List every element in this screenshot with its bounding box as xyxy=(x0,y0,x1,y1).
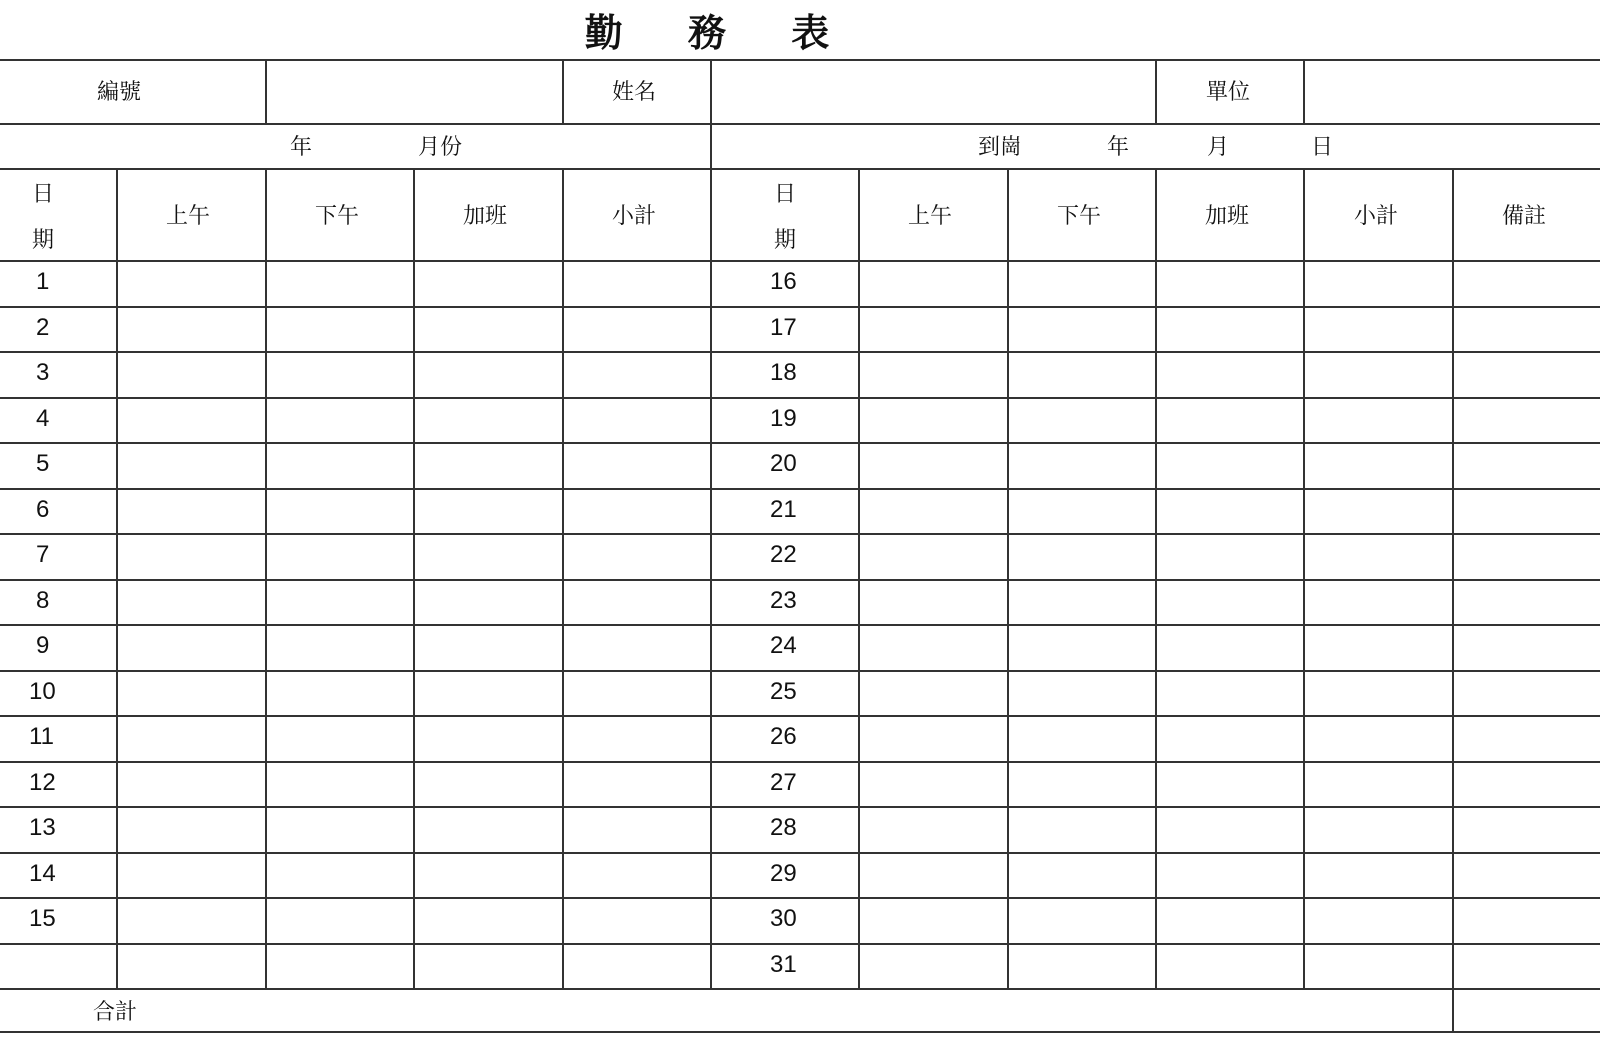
day-number-right: 17 xyxy=(770,314,797,341)
entry-cell-left[interactable] xyxy=(267,808,413,851)
entry-cell-right[interactable] xyxy=(1009,808,1155,851)
entry-cell-right[interactable] xyxy=(1157,808,1304,851)
day-number-left: 10 xyxy=(29,678,56,705)
entry-cell-left[interactable] xyxy=(415,308,562,351)
entry-cell-left[interactable] xyxy=(415,353,562,396)
entry-cell-right[interactable] xyxy=(1157,763,1304,806)
rule-last-row xyxy=(0,988,1600,990)
entry-cell-left[interactable] xyxy=(415,581,562,624)
entry-cell-right[interactable] xyxy=(1009,763,1155,806)
entry-cell-left[interactable] xyxy=(267,399,413,442)
day-number-right: 30 xyxy=(770,905,797,932)
entry-cell-left[interactable] xyxy=(415,763,562,806)
entry-cell-right[interactable] xyxy=(1305,399,1451,442)
onboard-label: 到崗 xyxy=(978,135,1023,160)
header-date-top-left: 日 xyxy=(32,182,55,207)
id-label: 編號 xyxy=(97,80,142,105)
entry-cell-left[interactable] xyxy=(267,308,413,351)
entry-cell-left[interactable] xyxy=(267,763,413,806)
entry-cell-right[interactable] xyxy=(1454,535,1600,578)
header-overtime-left: 加班 xyxy=(463,204,508,229)
entry-cell-left[interactable] xyxy=(564,399,710,442)
entry-cell-left[interactable] xyxy=(118,262,265,305)
entry-cell-right[interactable] xyxy=(1009,672,1155,715)
entry-cell-right[interactable] xyxy=(860,626,1007,669)
day-number-right: 23 xyxy=(770,587,797,614)
entry-cell-left[interactable] xyxy=(118,581,265,624)
entry-cell-right[interactable] xyxy=(860,399,1007,442)
entry-cell-right[interactable] xyxy=(1305,262,1451,305)
entry-cell-left[interactable] xyxy=(564,899,710,942)
entry-cell-right[interactable] xyxy=(1157,672,1304,715)
entry-cell-left[interactable] xyxy=(267,262,413,305)
entry-cell-right[interactable] xyxy=(1305,444,1451,487)
day-number-left: 11 xyxy=(29,723,54,750)
rule-v-period xyxy=(710,123,712,170)
entry-cell-right[interactable] xyxy=(1454,945,1600,988)
entry-cell-left[interactable] xyxy=(118,808,265,851)
entry-cell-left[interactable] xyxy=(118,490,265,533)
day-number-left: 15 xyxy=(29,905,56,932)
entry-cell-right[interactable] xyxy=(1157,444,1304,487)
entry-cell-right[interactable] xyxy=(1454,353,1600,396)
entry-cell-right[interactable] xyxy=(860,854,1007,897)
entry-cell-right[interactable] xyxy=(1305,626,1451,669)
entry-cell-left[interactable] xyxy=(118,854,265,897)
day-number-left: 13 xyxy=(29,814,56,841)
entry-cell-right[interactable] xyxy=(1009,399,1155,442)
entry-cell-left[interactable] xyxy=(415,717,562,760)
day-number-right: 27 xyxy=(770,769,797,796)
day-number-right: 16 xyxy=(770,268,797,295)
entry-cell-right[interactable] xyxy=(860,763,1007,806)
entry-cell-right[interactable] xyxy=(860,353,1007,396)
entry-cell-right[interactable] xyxy=(1454,308,1600,351)
entry-cell-right[interactable] xyxy=(1454,808,1600,851)
entry-cell-left[interactable] xyxy=(267,490,413,533)
entry-cell-left[interactable] xyxy=(564,945,710,988)
header-afternoon-right: 下午 xyxy=(1057,204,1102,229)
entry-cell-right[interactable] xyxy=(860,717,1007,760)
day-number-right: 21 xyxy=(770,496,797,523)
entry-cell-right[interactable] xyxy=(1157,308,1304,351)
entry-cell-right[interactable] xyxy=(860,490,1007,533)
entry-cell-left[interactable] xyxy=(415,490,562,533)
entry-cell-right[interactable] xyxy=(1305,854,1451,897)
entry-cell-left[interactable] xyxy=(415,399,562,442)
entry-cell-right[interactable] xyxy=(1454,581,1600,624)
entry-cell-right[interactable] xyxy=(1157,945,1304,988)
entry-cell-left[interactable] xyxy=(564,353,710,396)
day-number-left: 2 xyxy=(36,314,50,341)
day-number-left: 5 xyxy=(36,450,50,477)
day-number-left: 6 xyxy=(36,496,50,523)
entry-cell-right[interactable] xyxy=(1305,581,1451,624)
entry-cell-left[interactable] xyxy=(415,444,562,487)
day-number-left: 3 xyxy=(36,359,50,386)
entry-cell-left[interactable] xyxy=(415,808,562,851)
header-date-bottom-left: 期 xyxy=(32,228,55,253)
entry-cell-right[interactable] xyxy=(1157,626,1304,669)
entry-cell-right[interactable] xyxy=(1454,717,1600,760)
entry-cell-right[interactable] xyxy=(1157,899,1304,942)
entry-cell-right[interactable] xyxy=(1454,262,1600,305)
entry-cell-left[interactable] xyxy=(118,899,265,942)
entry-cell-right[interactable] xyxy=(1157,353,1304,396)
name-label: 姓名 xyxy=(612,80,657,105)
rule-info xyxy=(0,123,1600,125)
entry-cell-right[interactable] xyxy=(1454,672,1600,715)
entry-cell-left[interactable] xyxy=(118,763,265,806)
entry-cell-left[interactable] xyxy=(564,717,710,760)
header-afternoon-left: 下午 xyxy=(315,204,360,229)
day-number-right: 25 xyxy=(770,678,797,705)
entry-cell-left[interactable] xyxy=(564,672,710,715)
year-label: 年 xyxy=(290,135,313,160)
entry-cell-left[interactable] xyxy=(267,717,413,760)
unit-label: 單位 xyxy=(1206,80,1251,105)
header-morning-right: 上午 xyxy=(908,204,953,229)
header-overtime-right: 加班 xyxy=(1205,204,1250,229)
entry-cell-left[interactable] xyxy=(564,808,710,851)
month-label: 月份 xyxy=(418,135,463,160)
entry-cell-right[interactable] xyxy=(1454,490,1600,533)
entry-cell-right[interactable] xyxy=(1454,399,1600,442)
day-number-left: 7 xyxy=(36,541,50,568)
day-number-right: 19 xyxy=(770,405,797,432)
entry-cell-right[interactable] xyxy=(1305,353,1451,396)
entry-cell-right[interactable] xyxy=(1305,899,1451,942)
entry-cell-right[interactable] xyxy=(1454,626,1600,669)
entry-cell-left[interactable] xyxy=(118,945,265,988)
entry-cell-right[interactable] xyxy=(1454,854,1600,897)
entry-cell-right[interactable] xyxy=(1009,308,1155,351)
entry-cell-left[interactable] xyxy=(415,899,562,942)
entry-cell-right[interactable] xyxy=(860,262,1007,305)
entry-cell-left[interactable] xyxy=(564,854,710,897)
day-number-right: 20 xyxy=(770,450,797,477)
entry-cell-left[interactable] xyxy=(118,535,265,578)
entry-cell-right[interactable] xyxy=(1157,717,1304,760)
entry-cell-left[interactable] xyxy=(118,672,265,715)
entry-cell-right[interactable] xyxy=(860,444,1007,487)
entry-cell-left[interactable] xyxy=(267,444,413,487)
entry-cell-left[interactable] xyxy=(415,672,562,715)
entry-cell-right[interactable] xyxy=(1009,444,1155,487)
entry-cell-left[interactable] xyxy=(118,717,265,760)
entry-cell-left[interactable] xyxy=(564,626,710,669)
rule-v-grid-5 xyxy=(710,168,712,990)
entry-cell-left[interactable] xyxy=(267,626,413,669)
entry-cell-right[interactable] xyxy=(1009,854,1155,897)
day-number-left: 1 xyxy=(36,268,50,295)
entry-cell-left[interactable] xyxy=(118,399,265,442)
entry-cell-left[interactable] xyxy=(267,353,413,396)
entry-cell-right[interactable] xyxy=(1009,262,1155,305)
entry-cell-right[interactable] xyxy=(1157,399,1304,442)
day-number-right: 29 xyxy=(770,860,797,887)
rule-v-info-4 xyxy=(1155,59,1157,125)
entry-cell-left[interactable] xyxy=(267,672,413,715)
header-subtotal-left: 小計 xyxy=(612,204,657,229)
day-number-right: 28 xyxy=(770,814,797,841)
entry-cell-right[interactable] xyxy=(1305,535,1451,578)
entry-cell-left[interactable] xyxy=(415,262,562,305)
onboard-year-label: 年 xyxy=(1107,135,1130,160)
entry-cell-right[interactable] xyxy=(1009,353,1155,396)
entry-cell-right[interactable] xyxy=(1305,808,1451,851)
header-subtotal-right: 小計 xyxy=(1354,204,1399,229)
day-number-left: 8 xyxy=(36,587,50,614)
onboard-month-label: 月 xyxy=(1207,135,1230,160)
entry-cell-left[interactable] xyxy=(564,581,710,624)
day-number-left: 4 xyxy=(36,405,50,432)
entry-cell-left[interactable] xyxy=(118,626,265,669)
entry-cell-left[interactable] xyxy=(118,308,265,351)
rule-v-info-2 xyxy=(562,59,564,125)
entry-cell-right[interactable] xyxy=(1305,490,1451,533)
entry-cell-right[interactable] xyxy=(860,808,1007,851)
name-field[interactable] xyxy=(712,61,1155,123)
entry-cell-right[interactable] xyxy=(1009,535,1155,578)
entry-cell-left[interactable] xyxy=(267,945,413,988)
onboard-day-label: 日 xyxy=(1311,135,1334,160)
entry-cell-right[interactable] xyxy=(1305,945,1451,988)
entry-cell-right[interactable] xyxy=(1454,899,1600,942)
header-remarks: 備註 xyxy=(1502,204,1547,229)
entry-cell-right[interactable] xyxy=(1305,717,1451,760)
entry-cell-right[interactable] xyxy=(860,672,1007,715)
entry-cell-right[interactable] xyxy=(1157,490,1304,533)
entry-cell-right[interactable] xyxy=(860,581,1007,624)
entry-cell-right[interactable] xyxy=(860,535,1007,578)
entry-cell-left[interactable] xyxy=(267,854,413,897)
entry-cell-left[interactable] xyxy=(564,262,710,305)
page-title: 勤 務 表 xyxy=(584,10,856,55)
entry-cell-right[interactable] xyxy=(1157,581,1304,624)
entry-cell-left[interactable] xyxy=(415,535,562,578)
header-date-top-right: 日 xyxy=(774,182,797,207)
entry-cell-left[interactable] xyxy=(415,626,562,669)
entry-cell-right[interactable] xyxy=(1305,763,1451,806)
entry-cell-left[interactable] xyxy=(564,308,710,351)
rule-period xyxy=(0,168,1600,170)
entry-cell-left[interactable] xyxy=(564,490,710,533)
day-number-right: 18 xyxy=(770,359,797,386)
entry-cell-right[interactable] xyxy=(1157,535,1304,578)
entry-cell-right[interactable] xyxy=(860,308,1007,351)
entry-cell-left[interactable] xyxy=(267,535,413,578)
total-label: 合計 xyxy=(93,1000,138,1025)
day-number-left: 12 xyxy=(29,769,56,796)
entry-cell-right[interactable] xyxy=(1009,581,1155,624)
entry-cell-right[interactable] xyxy=(860,899,1007,942)
entry-cell-right[interactable] xyxy=(1305,672,1451,715)
entry-cell-right[interactable] xyxy=(1157,262,1304,305)
entry-cell-right[interactable] xyxy=(860,945,1007,988)
entry-cell-right[interactable] xyxy=(1009,717,1155,760)
rule-bottom xyxy=(0,1031,1600,1033)
day-number-left: 9 xyxy=(36,632,50,659)
day-number-right: 31 xyxy=(770,951,797,978)
entry-cell-left[interactable] xyxy=(118,444,265,487)
day-number-left: 14 xyxy=(29,860,56,887)
day-number-right: 26 xyxy=(770,723,797,750)
day-number-right: 22 xyxy=(770,541,797,568)
entry-cell-right[interactable] xyxy=(1157,854,1304,897)
entry-cell-right[interactable] xyxy=(1305,308,1451,351)
entry-cell-left[interactable] xyxy=(118,353,265,396)
entry-cell-left[interactable] xyxy=(415,945,562,988)
entry-cell-right[interactable] xyxy=(1009,490,1155,533)
entry-cell-right[interactable] xyxy=(1009,945,1155,988)
entry-cell-left[interactable] xyxy=(564,444,710,487)
header-morning-left: 上午 xyxy=(166,204,211,229)
day-number-right: 24 xyxy=(770,632,797,659)
id-field[interactable] xyxy=(267,61,562,123)
entry-cell-left[interactable] xyxy=(267,581,413,624)
entry-cell-right[interactable] xyxy=(1009,899,1155,942)
entry-cell-left[interactable] xyxy=(267,899,413,942)
entry-cell-right[interactable] xyxy=(1009,626,1155,669)
entry-cell-right[interactable] xyxy=(1454,444,1600,487)
entry-cell-left[interactable] xyxy=(564,535,710,578)
entry-cell-left[interactable] xyxy=(415,854,562,897)
unit-field[interactable] xyxy=(1305,61,1600,123)
entry-cell-right[interactable] xyxy=(1454,763,1600,806)
header-date-bottom-right: 期 xyxy=(774,228,797,253)
entry-cell-left[interactable] xyxy=(564,763,710,806)
